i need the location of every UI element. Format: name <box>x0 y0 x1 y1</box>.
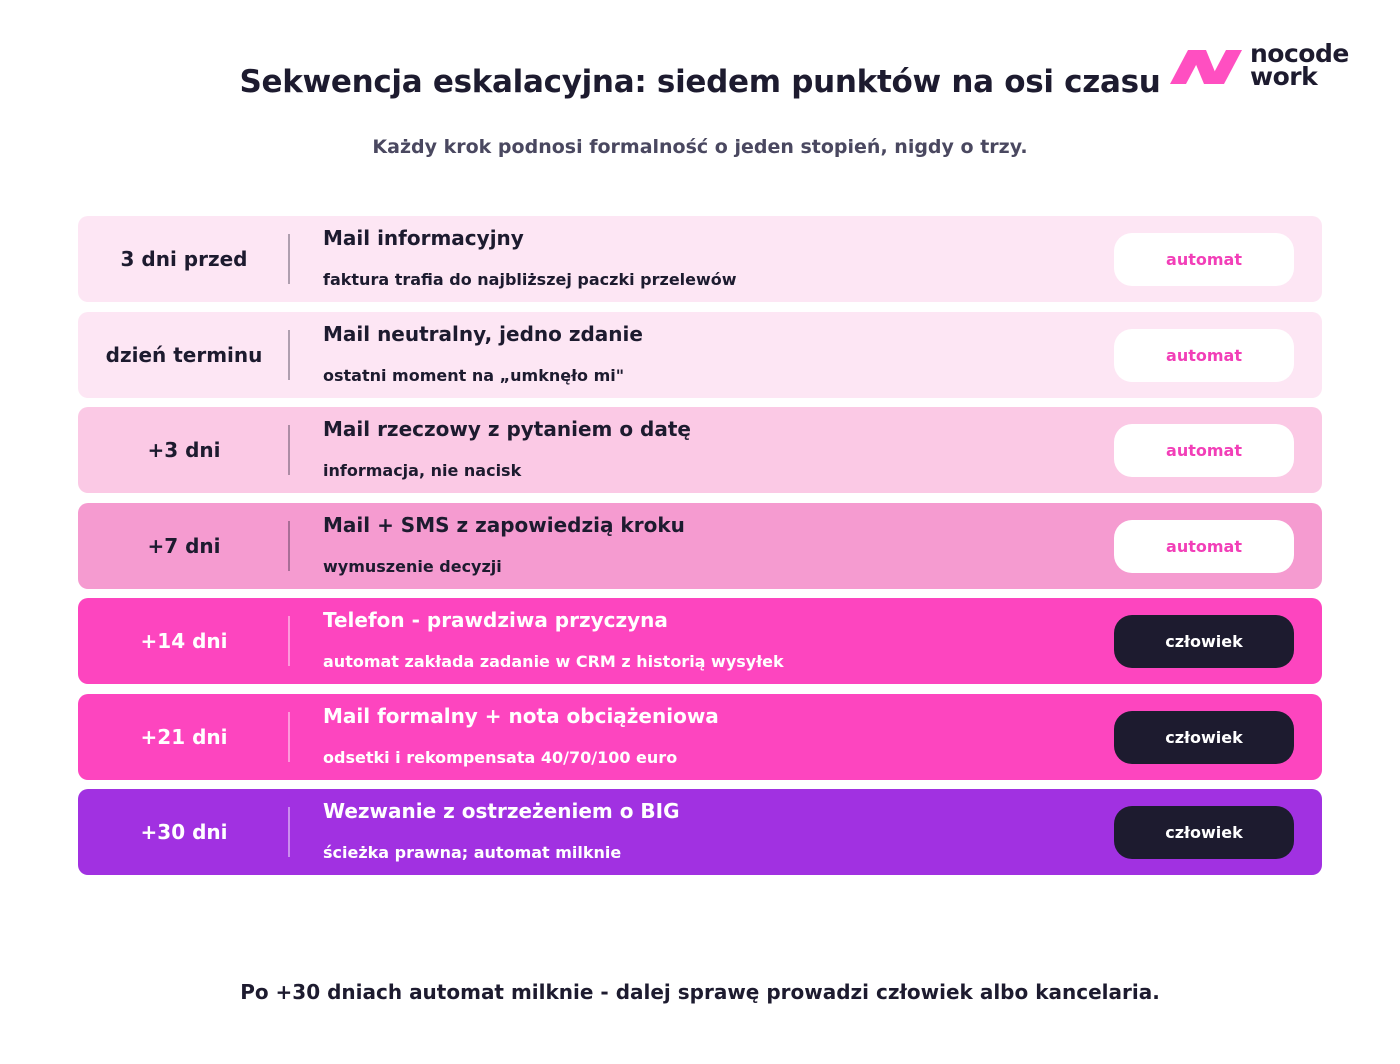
step-title: Mail rzeczowy z pytaniem o datę <box>323 417 691 441</box>
timeline-step <box>78 789 1322 875</box>
logo-line-1: nocode <box>1250 39 1349 68</box>
step-divider <box>288 807 290 857</box>
step-owner-badge: człowiek <box>1114 711 1294 764</box>
step-divider <box>288 330 290 380</box>
step-divider <box>288 521 290 571</box>
step-title: Mail + SMS z zapowiedzią kroku <box>323 512 685 537</box>
step-time-label: +7 dni <box>147 533 221 558</box>
timeline-step <box>78 694 1322 780</box>
step-divider <box>288 425 290 475</box>
step-note: automat zakłada zadanie w CRM z historią wysyłek <box>323 652 784 671</box>
step-divider <box>288 616 290 666</box>
step-note: odsetki i rekompensata 40/70/100 euro <box>323 747 678 767</box>
step-time-label: dzień terminu <box>105 342 263 367</box>
step-title: Mail informacyjny <box>323 226 524 250</box>
step-owner-badge: człowiek <box>1114 615 1294 668</box>
step-time-label: +21 dni <box>140 724 228 749</box>
step-title: Wezwanie z ostrzeżeniem o BIG <box>323 799 680 823</box>
step-note: ostatni moment na „umknęło mi" <box>323 365 625 385</box>
step-divider <box>288 234 290 284</box>
step-title: Mail neutralny, jedno zdanie <box>323 321 643 346</box>
step-divider <box>288 712 290 762</box>
step-title: Telefon - prawdziwa przyczyna <box>323 608 668 632</box>
step-owner-badge: automat <box>1114 424 1294 477</box>
escalation-timeline <box>78 216 1322 885</box>
step-note: wymuszenie decyzji <box>323 556 502 576</box>
step-owner-badge: automat <box>1114 520 1294 573</box>
step-time-label: +3 dni <box>147 438 221 462</box>
step-note: ścieżka prawna; automat milknie <box>323 843 622 862</box>
page-title: Sekwencja eskalacyjna: siedem punktów na osi czasu <box>239 64 1161 100</box>
step-owner-badge: automat <box>1114 329 1294 382</box>
timeline-step <box>78 503 1322 589</box>
timeline-step <box>78 312 1322 398</box>
page-subtitle: Każdy krok podnosi formalność o jeden stopień, nigdy o trzy. <box>372 136 1028 158</box>
logo-line-2: work <box>1250 62 1318 91</box>
timeline-step <box>78 216 1322 302</box>
step-owner-badge: automat <box>1114 233 1294 286</box>
step-note: faktura trafia do najbliższej paczki przelewów <box>323 270 737 289</box>
step-note: informacja, nie nacisk <box>323 461 522 480</box>
step-time-label: 3 dni przed <box>120 247 248 271</box>
step-time-label: +14 dni <box>140 629 228 653</box>
step-time-label: +30 dni <box>140 820 228 844</box>
step-title: Mail formalny + nota obciążeniowa <box>323 703 719 728</box>
timeline-step <box>78 598 1322 684</box>
step-owner-badge: człowiek <box>1114 806 1294 859</box>
brand-logo <box>1170 39 1360 92</box>
timeline-step <box>78 407 1322 493</box>
nocode-work-n-logo-icon <box>1170 44 1242 90</box>
footer-note: Po +30 dniach automat milknie - dalej sprawę prowadzi człowiek albo kancelaria. <box>240 980 1160 1004</box>
logo-wordmark <box>1250 39 1349 91</box>
